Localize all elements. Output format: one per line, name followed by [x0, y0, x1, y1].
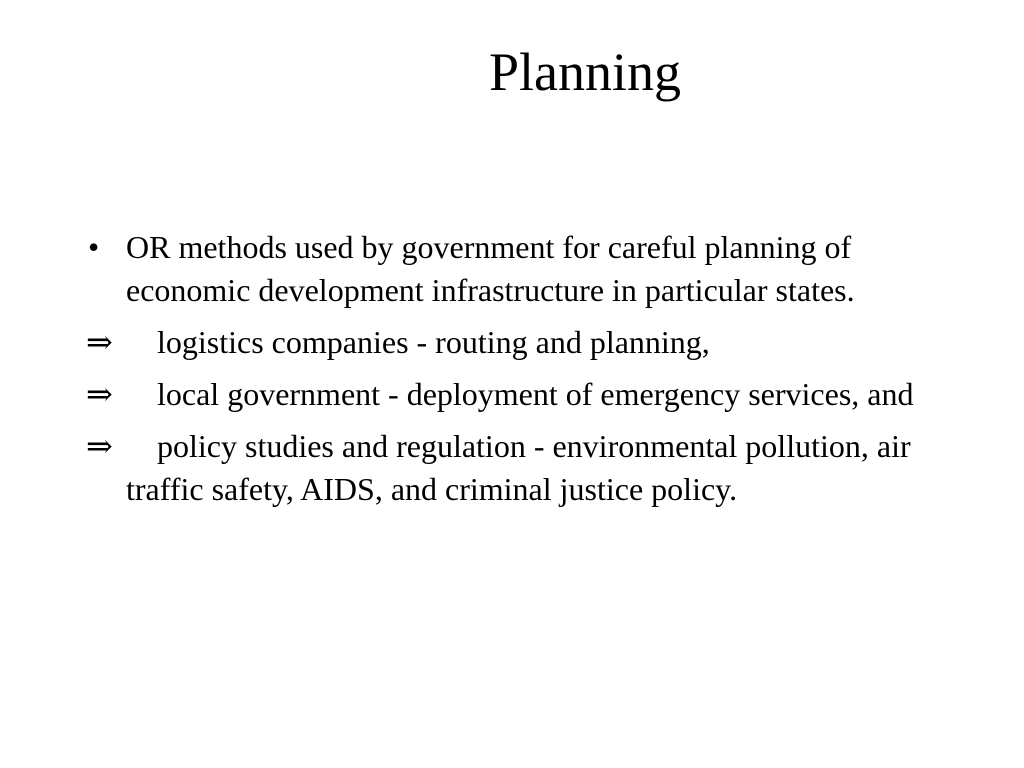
list-item — [86, 373, 946, 416]
double-arrow-icon: ⇒ — [86, 376, 113, 412]
list-item-text: logistics companies - routing and planning, — [157, 324, 710, 360]
list-item-text: local government - deployment of emergency services, and — [157, 376, 914, 412]
bullet-list — [86, 226, 946, 520]
list-item — [86, 321, 946, 364]
double-arrow-icon: ⇒ — [86, 428, 113, 464]
list-item — [86, 226, 946, 312]
bullet-icon: • — [88, 229, 100, 265]
list-item-text: OR methods used by government for careful planning of economic development infrastructure in particular states. — [126, 229, 855, 308]
list-item — [86, 425, 946, 511]
double-arrow-icon: ⇒ — [86, 324, 113, 360]
list-item-text: policy studies and regulation - environmental pollution, air traffic safety, AIDS, and criminal justice policy. — [126, 428, 911, 507]
slide-title: Planning — [488, 42, 681, 102]
